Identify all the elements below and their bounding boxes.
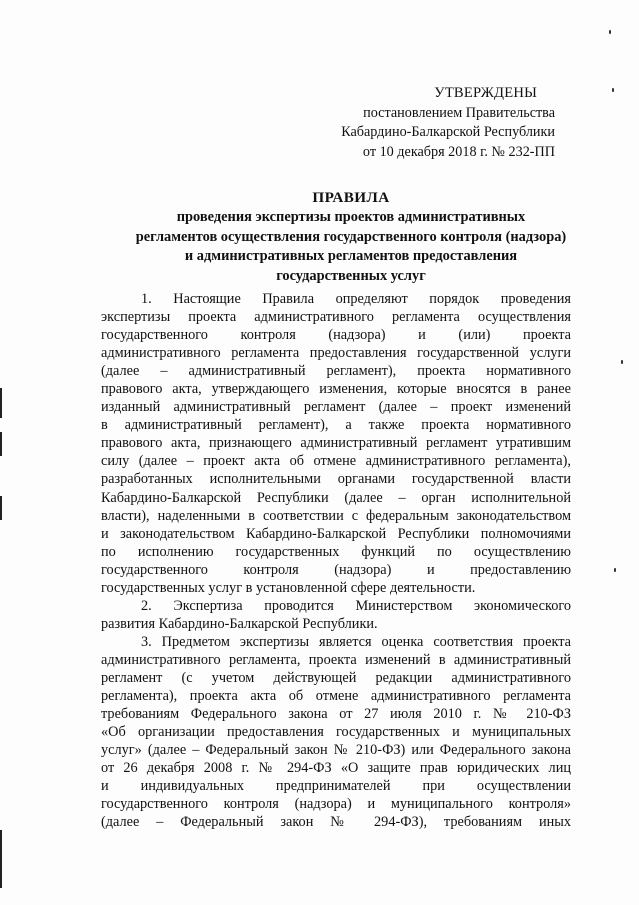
paragraph-line: регламента), проекта акта об отмене административного регламента: [101, 688, 571, 705]
paragraph-line: государственного контроля (надзора) и муниципального контроля»: [101, 796, 571, 813]
scan-speck: [609, 30, 611, 34]
paragraph-line: регламент (с учетом действующей редакции административного: [101, 669, 571, 686]
paragraph-line: (далее – Федеральный закон № 294-ФЗ), требованиям иных: [101, 814, 571, 831]
paragraph-line: разработанных исполнительными органами государственной власти: [101, 471, 571, 488]
paragraph-line: экспертизы проекта административного регламента осуществления: [101, 309, 571, 326]
paragraph-line: по исполнению государственных функций по осуществлению: [101, 543, 571, 560]
paragraph-first-line: 3. Предметом экспертизы является оценка соответствия проекта: [141, 633, 571, 650]
paragraph-line: административного регламента, проекта изменений в административный: [101, 651, 571, 668]
paragraph-line: правового акта, утверждающего изменения, которые вносятся в ранее: [101, 381, 571, 398]
paragraph-line: и индивидуальных предпринимателей при осуществлении: [101, 778, 571, 795]
document-body: [101, 290, 571, 831]
paragraph-line: (далее – административный регламент), проекта нормативного: [101, 363, 571, 380]
approval-heading: УТВЕРЖДЕНЫ: [434, 85, 537, 101]
scan-speck: [612, 88, 614, 92]
document-subtitle-line: государственных услуг: [276, 267, 426, 284]
scan-margin-mark: [0, 432, 2, 456]
paragraph-line: власти), наделенными в соответствии с федеральным законодательством: [101, 507, 571, 524]
paragraph-line: административного регламента предоставления государственной услуги: [101, 345, 571, 362]
paragraph-line: услуг» (далее – Федеральный закон № 210-ФЗ) или Федерального закона: [101, 742, 571, 759]
scan-margin-mark: [0, 496, 2, 520]
paragraph-line: «Об организации предоставления государственных и муниципальных: [101, 724, 571, 741]
paragraph-line: силу (далее – проект акта об отмене административного регламента),: [101, 453, 571, 470]
document-subtitle-line: регламентов осуществления государственного контроля (надзора): [135, 228, 567, 245]
paragraph-first-line: 1. Настоящие Правила определяют порядок проведения: [141, 291, 571, 307]
approval-line: постановлением Правительства: [363, 104, 555, 121]
approval-block: [295, 84, 555, 162]
paragraph-line: и законодательством Кабардино-Балкарской Республики полномочиями: [101, 525, 571, 542]
scan-margin-mark: [0, 830, 2, 888]
paragraph-line: Кабардино-Балкарской Республики (далее – орган исполнительной: [101, 489, 571, 506]
approval-line: Кабардино-Балкарской Республики: [341, 124, 555, 140]
scan-margin-mark: [0, 388, 2, 418]
scan-speck: [621, 360, 623, 364]
paragraph-line: от 26 декабря 2008 г. № 294-ФЗ «О защите прав юридических лиц: [101, 760, 571, 777]
paragraph-line: развития Кабардино-Балкарской Республики.: [101, 615, 378, 632]
paragraph-line: требованиям Федерального закона от 27 июля 2010 г. № 210-ФЗ: [101, 706, 571, 723]
document-subtitle-line: проведения экспертизы проектов административных: [176, 209, 526, 226]
paragraph-line: правового акта, признающего административный регламент утратившим: [101, 435, 571, 452]
approval-line: от 10 декабря 2018 г. № 232-ПП: [362, 143, 555, 160]
document-heading: [96, 188, 606, 286]
scan-speck: [614, 568, 616, 572]
paragraph-line: государственного контроля (надзора) и предоставлению: [101, 561, 571, 578]
document-subtitle-line: и административных регламентов предоставления: [184, 248, 518, 265]
paragraph-line: изданный административный регламент (далее – проект изменений: [101, 399, 571, 416]
document-title: ПРАВИЛА: [312, 189, 390, 206]
paragraph-line: государственного контроля (надзора) и (или) проекта: [101, 327, 571, 344]
paragraph-line: государственных услуг в установленной сфере деятельности.: [101, 579, 476, 596]
paragraph-line: в административный регламент), а также проекта нормативного: [101, 417, 571, 434]
paragraph-first-line: 2. Экспертиза проводится Министерством экономического: [141, 597, 571, 614]
